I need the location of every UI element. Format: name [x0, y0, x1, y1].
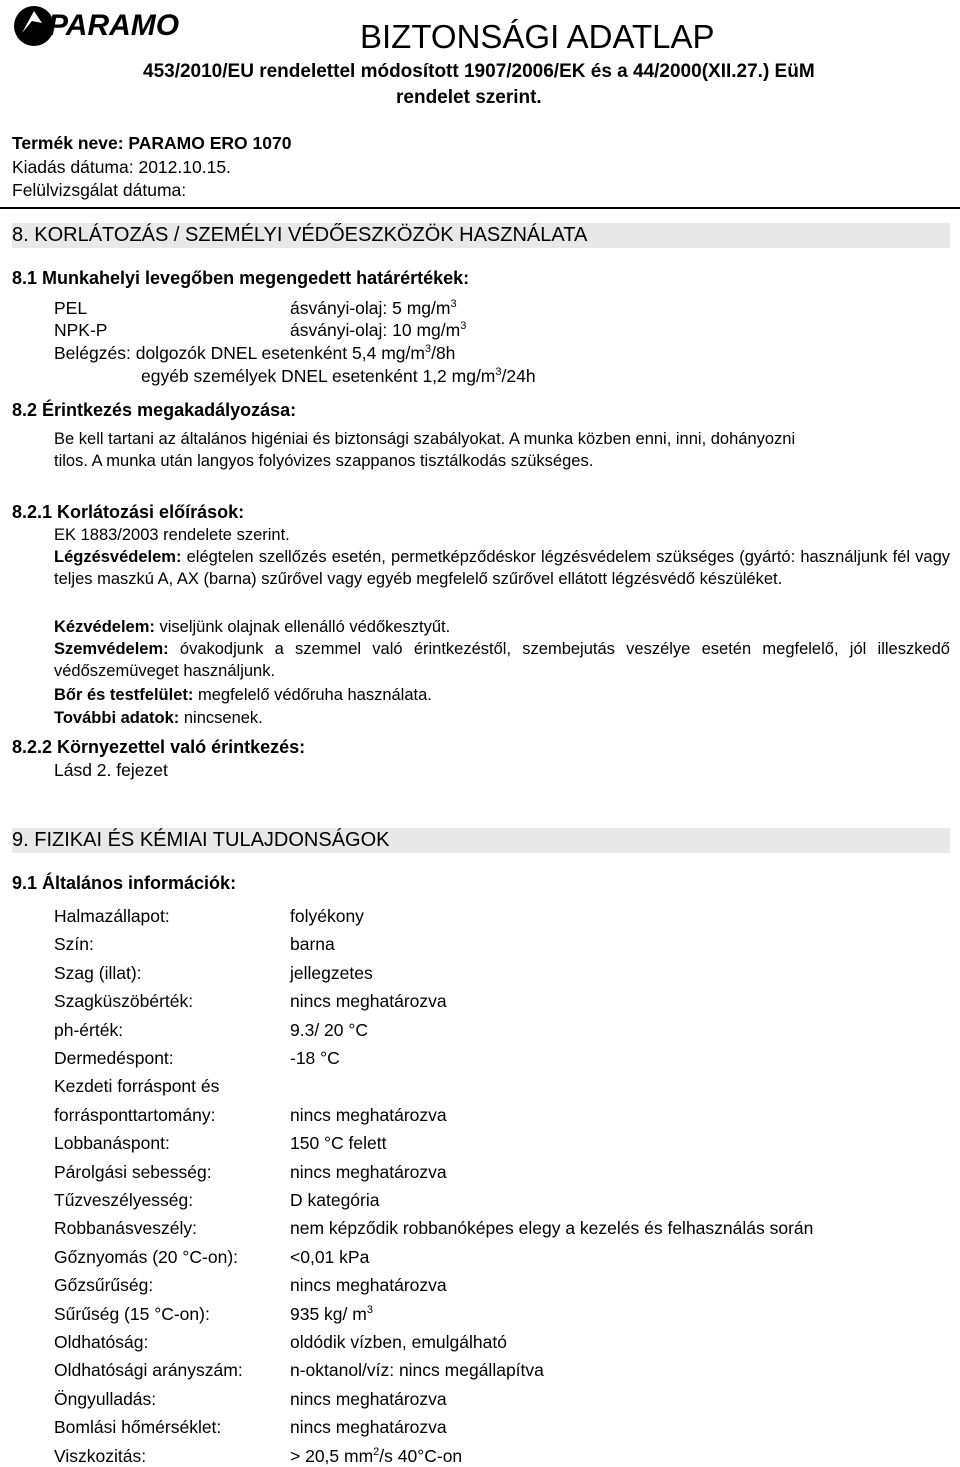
property-value: nincs meghatározva [290, 991, 447, 1011]
property-value: folyékony [290, 906, 364, 926]
document-title: BIZTONSÁGI ADATLAP [360, 18, 715, 55]
regulation-line-1: 453/2010/EU rendelettel módosított 1907/2006/EK és a 44/2000(XII.27.) EüM [143, 61, 815, 82]
regulation-line-2: rendelet szerint. [396, 87, 542, 108]
property-value: nincs meghatározva [290, 1389, 447, 1409]
property-value: 935 kg/ $m^3$ [290, 1304, 373, 1324]
section-8-2-1-title: 8.2.1 Korlátozási előírások: [12, 502, 245, 522]
limit-label-pel: PEL [54, 298, 88, 318]
section-8-1-title: 8.1 Munkahelyi levegőben megengedett határértékek: [12, 268, 470, 288]
property-value: nincs meghatározva [290, 1275, 447, 1295]
property-value: n-oktanol/víz: nincs megállapítva [290, 1360, 544, 1380]
property-value: nem képződik robbanóképes elegy a kezelés és felhasználás során [290, 1218, 814, 1238]
section-8-2-line-2: tilos. A munka után langyos folyóvizes szappanos tisztálkodás szükséges. [54, 452, 594, 470]
section-9-title: 9. FIZIKAI ÉS KÉMIAI TULAJDONSÁGOK [12, 828, 950, 853]
section-8-2-line-1: Be kell tartani az általános higéniai és biztonsági szabályokat. A munka közben enni, inni, dohányozni [54, 430, 796, 448]
property-label: Szag (illat): [54, 963, 142, 983]
property-label: Oldhatóság: [54, 1332, 149, 1352]
section-8-2-2-text: Lásd 2. fejezet [54, 760, 168, 780]
property-label: Kezdeti forráspont és [54, 1076, 220, 1096]
respiratory-protection: Légzésvédelem: elégtelen szellőzés esetén, permetképződéskor légzésvédelem szükséges (gyártó: használjunk fél vagy teljes maszkú A, AX (barna) szűrővel vagy egyéb megfelelő szűrővel ellátott légzésvédő készüléket. [54, 548, 950, 588]
logo-text: PARAMO [48, 9, 180, 42]
eye-protection: Szemvédelem: óvakodjunk a szemmel való érintkezéstől, szembejutás veszélye esetén megfelelő, jól illeszkedő védőszemüveget használjunk. [54, 640, 950, 680]
property-value: nincs meghatározva [290, 1417, 447, 1437]
property-label: Öngyulladás: [54, 1389, 157, 1409]
property-label: Oldhatósági arányszám: [54, 1360, 243, 1380]
issue-date: Kiadás dátuma: 2012.10.15. [12, 157, 231, 177]
section-8-2-title: 8.2 Érintkezés megakadályozása: [12, 400, 297, 420]
property-label: Viszkozitás: [54, 1446, 147, 1466]
property-label: Gőzsűrűség: [54, 1275, 154, 1295]
dnel-workers: Belégzés: dolgozók DNEL esetenként 5,4 $mg/m^3/8h$ [54, 343, 456, 363]
property-label: ph-érték: [54, 1020, 124, 1040]
skin-protection: Bőr és testfelület: megfelelő védőruha használata. [54, 686, 432, 704]
header-divider [0, 207, 960, 209]
property-value: D kategória [290, 1190, 380, 1210]
property-value: barna [290, 934, 335, 954]
property-label: Robbanásveszély: [54, 1218, 197, 1238]
property-value: oldódik vízben, emulgálható [290, 1332, 507, 1352]
property-value: nincs meghatározva [290, 1162, 447, 1182]
property-label: forrásponttartomány: [54, 1105, 216, 1125]
property-label: Gőznyomás (20 °C-on): [54, 1247, 239, 1267]
property-value: 9.3/ 20 °C [290, 1020, 369, 1040]
section-8-2-2-title: 8.2.2 Környezettel való érintkezés: [12, 737, 306, 757]
property-value: 150 °C felett [290, 1133, 387, 1153]
section-8-2-1-reference: EK 1883/2003 rendelete szerint. [54, 526, 290, 544]
property-label: Párolgási sebesség: [54, 1162, 212, 1182]
property-label: Bomlási hőmérséklet: [54, 1417, 222, 1437]
section-9-1-title: 9.1 Általános információk: [12, 873, 237, 893]
property-label: Lobbanáspont: [54, 1133, 170, 1153]
property-label: Szín: [54, 934, 94, 954]
property-label: Tűzveszélyesség: [54, 1190, 194, 1210]
product-name: Termék neve: PARAMO ERO 1070 [12, 133, 292, 153]
property-label: Szagküszöbérték: [54, 991, 194, 1011]
paramo-logo [12, 3, 202, 49]
limit-label-npkp: NPK-P [54, 320, 108, 340]
property-value: <0,01 kPa [290, 1247, 370, 1267]
property-label: Dermedéspont: [54, 1048, 174, 1068]
hand-protection: Kézvédelem: viseljünk olajnak ellenálló védőkesztyűt. [54, 618, 451, 636]
limit-value-pel: ásványi-olaj: 5 $mg/m^3$ [290, 298, 457, 318]
property-label: Sűrűség (15 °C-on): [54, 1304, 210, 1324]
property-value: -18 °C [290, 1048, 340, 1068]
property-value: jellegzetes [290, 963, 373, 983]
section-8-title: 8. KORLÁTOZÁS / SZEMÉLYI VÉDŐESZKÖZÖK HASZNÁLATA [12, 223, 950, 248]
property-value: > 20,5 $mm^2/s$ 40°C-on [290, 1446, 463, 1466]
limit-value-npkp: ásványi-olaj: 10 $mg/m^3$ [290, 320, 467, 340]
dnel-others: egyéb személyek DNEL esetenként 1,2 $mg/m^3/24h$ [141, 366, 536, 386]
further-information: További adatok: nincsenek. [54, 709, 263, 727]
property-value: nincs meghatározva [290, 1105, 447, 1125]
property-label: Halmazállapot: [54, 906, 170, 926]
revision-date: Felülvizsgálat dátuma: [12, 180, 187, 200]
